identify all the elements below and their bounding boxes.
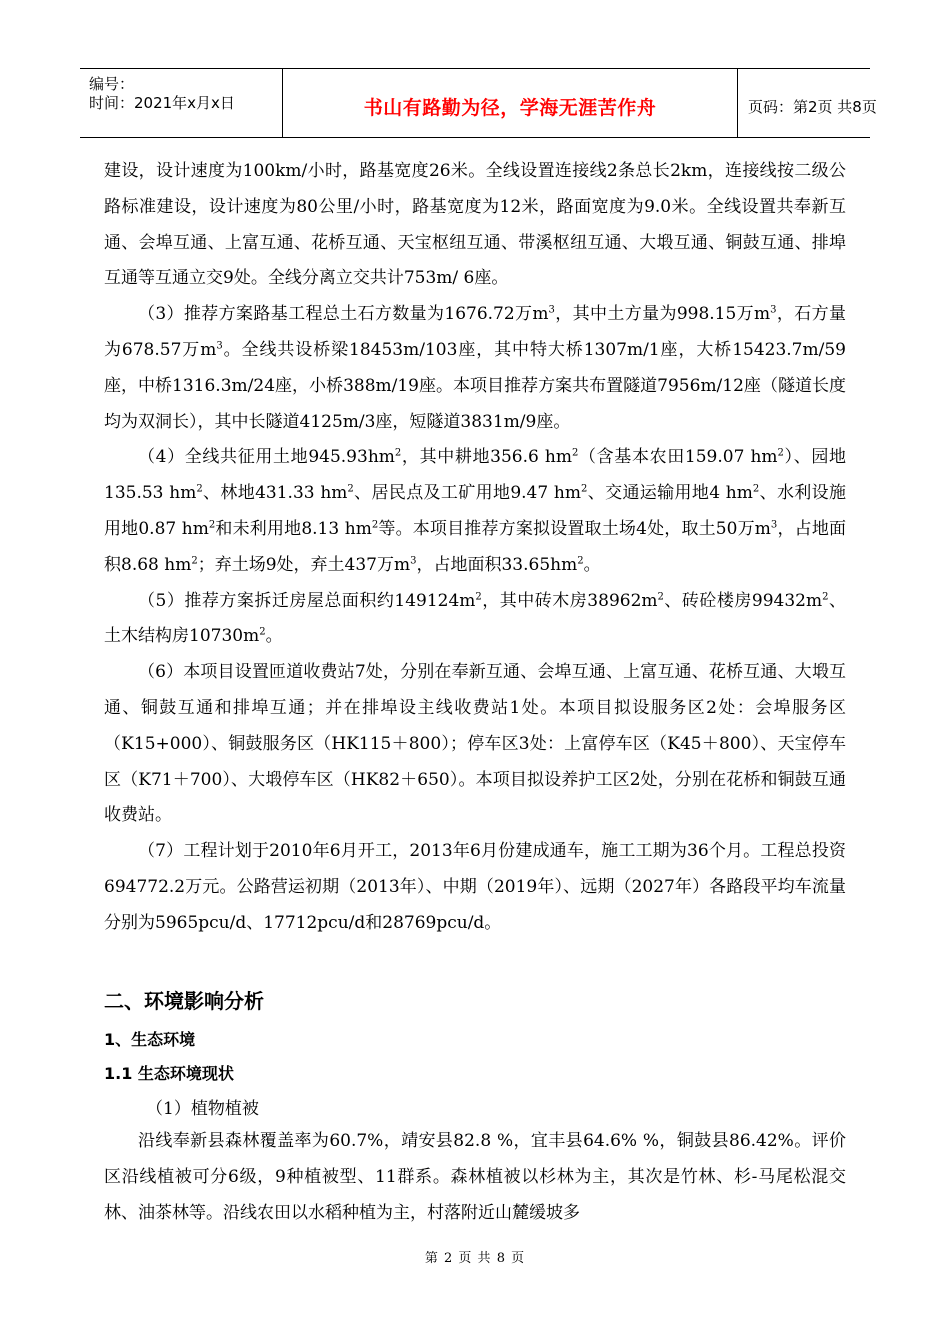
superscript: 3: [410, 555, 417, 567]
page-header: [80, 68, 877, 138]
superscript: 3: [216, 340, 223, 352]
superscript: 2: [208, 519, 216, 531]
text-run: 、林地431.33 hm: [202, 483, 348, 504]
paragraph-schedule-investment: （7）工程计划于2010年6月开工，2013年6月份建成通车，施工工期为36个月。工程总投资694772.2万元。公路营运初期（2013年）、中期（2019年）、远期（2027年）各路段平均车流量分别为5965pcu/d、17712pcu/d和28769pcu/d。: [104, 841, 846, 933]
section-heading: 二、环境影响分析: [104, 989, 264, 1013]
subsection-heading: 1、生态环境: [104, 1030, 196, 1049]
superscript: 2: [752, 483, 760, 495]
text-run: ，其中砖木房38962m: [481, 590, 658, 611]
superscript: 3: [770, 519, 778, 531]
text-run: 、居民点及工矿用地9.47 hm: [353, 483, 582, 504]
text-run: 。: [265, 626, 283, 647]
text-run: （3）推荐方案路基工程总土石方数量为1676.72万m: [138, 304, 549, 325]
superscript: 3: [770, 304, 777, 316]
superscript: 2: [259, 626, 266, 638]
document-date-label: 时间：2021年x月x日: [89, 94, 235, 112]
item-heading: （1）植物植被: [146, 1099, 259, 1119]
header-motto: 书山有路勤为径，学海无涯苦作舟: [363, 97, 657, 119]
superscript: 2: [777, 447, 784, 459]
text-run: 、交通运输用地4 hm: [587, 483, 753, 504]
superscript: 2: [822, 590, 829, 602]
text-run: ）、园地135.53 hm: [104, 447, 846, 504]
superscript: 2: [577, 555, 584, 567]
header-page-cell: [738, 69, 877, 137]
paragraph-demolition: [104, 584, 846, 656]
text-run: 等。本项目推荐方案拟设置取土场4处，取土50万m: [378, 518, 771, 539]
body-text: [104, 154, 846, 942]
superscript: 2: [571, 447, 579, 459]
text-run: ；弃土场9处，弃土437万m: [197, 554, 411, 575]
text-run: 、砖砼楼房99432m: [663, 590, 823, 611]
text-run: 、水利设施用地0.87 hm: [104, 483, 846, 539]
superscript: 3: [548, 304, 555, 316]
superscript: 2: [581, 483, 588, 495]
text-run: （5）推荐方案拆迁房屋总面积约149124m: [138, 590, 476, 611]
subsubsection-heading: 1.1 生态环境现状: [104, 1064, 234, 1083]
header-page-number: 页码：第2页 共8页: [748, 98, 877, 116]
text-run: ，其中土方量为998.15万m: [554, 304, 771, 325]
header-meta-cell: [80, 69, 283, 137]
superscript: 2: [371, 519, 379, 531]
body-text-continued: [104, 1124, 846, 1231]
text-run: 。全线共设桥梁18453m/103座，其中特大桥1307m/1座，大桥15423.7m/59座，中桥1316.3m/24座，小桥388m/19座。本项目推荐方案共布置隧道7956m/12座（隧道长度均为双洞长），其中长隧道4125m/3座，短隧道3831m/9座。: [104, 339, 846, 432]
text-run: （4）全线共征用土地945.93hm: [138, 447, 395, 468]
text-run: 和未利用地8.13 hm: [215, 518, 372, 539]
page-footer: 第 2 页 共 8 页: [424, 1251, 526, 1266]
superscript: 2: [191, 555, 198, 567]
superscript: 2: [196, 483, 203, 495]
text-run: （含基本农田159.07 hm: [578, 447, 778, 468]
header-motto-cell: [283, 69, 738, 137]
text-run: ，占地面积33.65hm: [416, 554, 578, 575]
text-run: 。: [583, 554, 601, 575]
text-run: ，石方量为678.57万m: [104, 304, 846, 360]
paragraph-earthwork-bridges: [104, 297, 846, 440]
text-run: ，其中耕地356.6 hm: [401, 447, 572, 468]
paragraph-vegetation: 沿线奉新县森林覆盖率为60.7%，靖安县82.8 %，宜丰县64.6% %，铜鼓县86.42%。评价区沿线植被可分6级，9种植被型、11群系。森林植被以杉林为主，其次是竹林、杉-马尾松混交林、油茶林等。沿线农田以水稻种植为主，村落附近山麓缓坡多: [104, 1131, 846, 1223]
paragraph-land-use: [104, 440, 846, 583]
superscript: 2: [475, 590, 482, 602]
superscript: 2: [657, 590, 664, 602]
paragraph-toll-stations: （6）本项目设置匝道收费站7处，分别在奉新互通、会埠互通、上富互通、花桥互通、大塅互通、铜鼓互通和排埠互通；并在排埠设主线收费站1处。本项目拟设服务区2处：会埠服务区（K15+000）、铜鼓服务区（HK115＋800）；停车区3处：上富停车区（K45＋800）、天宝停车区（K71＋700）、大塅停车区（HK82＋650）。本项目拟设养护工区2处，分别在花桥和铜鼓互通收费站。: [104, 662, 846, 826]
text-run: 、土木结构房10730m: [104, 590, 847, 647]
text-run: ，占地面积8.68 hm: [104, 518, 847, 575]
paragraph-route-design: 建设，设计速度为100km/小时，路基宽度26米。全线设置连接线2条总长2km，连接线按二级公路标准建设，设计速度为80公里/小时，路基宽度为12米，路面宽度为9.0米。全线设置共奉新互通、会埠互通、上富互通、花桥互通、天宝枢纽互通、带溪枢纽互通、大塅互通、铜鼓互通、排埠互通等互通立交9处。全线分离立交共计753m/ 6座。: [104, 161, 846, 289]
superscript: 2: [347, 483, 354, 495]
document-number-label: 编号：: [89, 75, 135, 93]
superscript: 2: [394, 447, 402, 459]
